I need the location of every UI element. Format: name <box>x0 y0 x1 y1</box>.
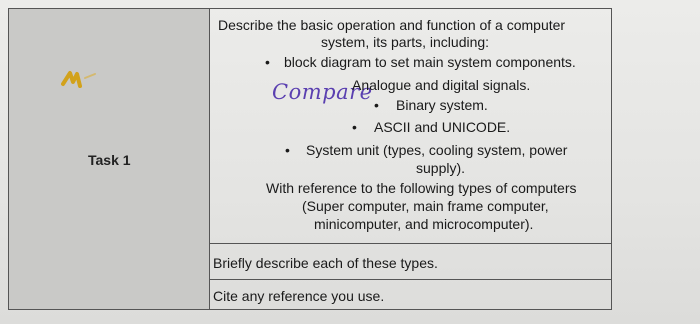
intro-line-1: Describe the basic operation and function of a computer <box>218 17 566 33</box>
bullet-binary-system: Binary system. <box>396 97 488 113</box>
ink-mark-icon <box>61 64 101 94</box>
task-label: Task 1 <box>88 152 131 168</box>
bullet-dot-2: • <box>374 97 379 113</box>
task-description <box>210 9 611 244</box>
task-label-cell <box>9 9 210 309</box>
bullet-dot-3: • <box>352 119 357 135</box>
cite-reference-row <box>210 280 611 309</box>
reference-line-3: minicomputer, and microcomputer). <box>314 216 534 232</box>
bullet-ascii-unicode: ASCII and UNICODE. <box>374 119 511 135</box>
intro-line-2: system, its parts, including: <box>321 34 490 50</box>
reference-line-1: With reference to the following types of computers <box>266 180 577 196</box>
cite-reference-text: Cite any reference you use. <box>213 288 385 304</box>
brief-describe-text: Briefly describe each of these types. <box>213 255 438 271</box>
bullet-block-diagram: block diagram to set main system components. <box>284 54 576 70</box>
bullet-system-unit-line-2: supply). <box>416 160 466 176</box>
handwritten-annotation: Compare <box>272 80 373 104</box>
reference-line-2: (Super computer, main frame computer, <box>302 198 549 214</box>
brief-describe-row <box>210 244 611 280</box>
analogue-digital-line: Analogue and digital signals. <box>352 77 531 93</box>
task-table <box>8 8 612 310</box>
bullet-system-unit-line-1: System unit (types, cooling system, power <box>306 142 568 158</box>
bullet-dot-1: • <box>265 54 270 70</box>
bullet-dot-4: • <box>285 142 290 158</box>
task-content-cell <box>210 9 611 309</box>
